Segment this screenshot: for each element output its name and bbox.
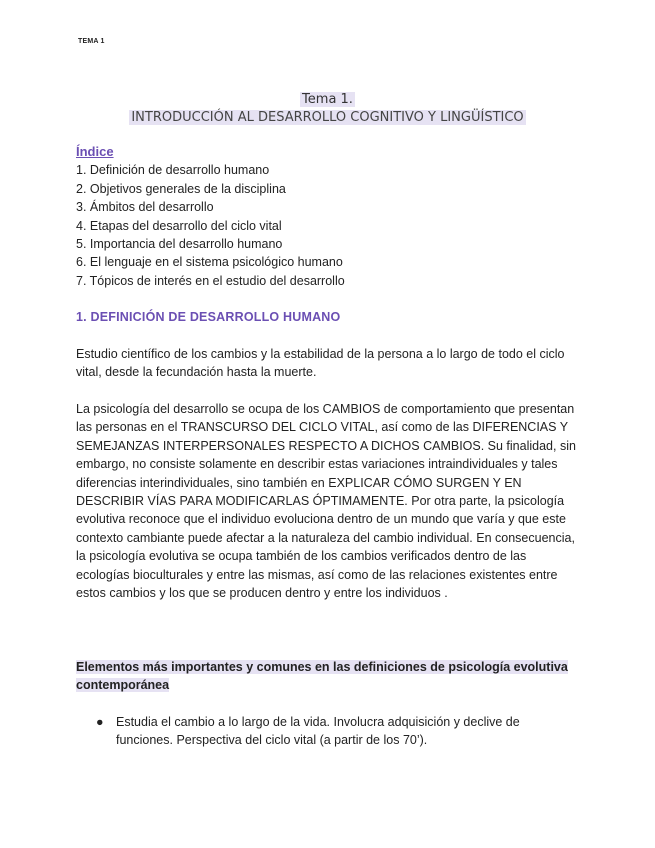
index-section — [76, 143, 345, 290]
index-heading: Índice — [76, 144, 114, 159]
definition-paragraph: Estudio científico de los cambios y la estabilidad de la persona a lo largo de todo el ciclo vital, desde la fecundación hasta la muerte. — [76, 347, 565, 380]
index-item: 6. El lenguaje en el sistema psicológico humano — [76, 255, 343, 270]
body-paragraph: La psicología del desarrollo se ocupa de los CAMBIOS de comportamiento que presentan las personas en el TRANSCURSO DEL CICLO VITAL, así como de las DIFERENCIAS Y SEMEJANZAS INTERPERSONALES RESPECTO A DICHOS CAMBIOS. Su finalidad, sin embargo, no consiste solamente en describir estas variaciones intraindividuales y tales diferencias interindividuales, sino también en EXPLICAR CÓMO SURGEN Y EN DESCRIBIR VÍAS PARA MODIFICARLAS ÓPTIMAMENTE. Por otra parte, la psicología evolutiva reconoce que el individuo evoluciona dentro de un mundo que varía y que este contexto cambiante puede afectar a la naturaleza del cambio individual. En consecuencia, la psicología evolutiva se ocupa también de los cambios verificados dentro de las ecologías bioculturales y entre las mismas, así como de las relaciones existentes entre estos cambios y los que se producen dentro y entre los individuos . — [76, 402, 576, 601]
section-heading: 1. DEFINICIÓN DE DESARROLLO HUMANO — [76, 310, 341, 324]
index-item: 1. Definición de desarrollo humano — [76, 163, 270, 178]
subheading — [76, 658, 581, 695]
index-item: 7. Tópicos de interés en el estudio del desarrollo — [76, 273, 345, 288]
title-line-1: Tema 1. — [302, 92, 353, 107]
index-item: 4. Etapas del desarrollo del ciclo vital — [76, 218, 282, 233]
document-title — [0, 90, 655, 126]
bullet-item — [96, 713, 576, 750]
bullet-icon: ● — [96, 715, 104, 729]
page-header-label: TEMA 1 — [78, 38, 105, 45]
bullet-text: Estudia el cambio a lo largo de la vida. Involucra adquisición y declive de funciones. Perspectiva del ciclo vital (a partir de los 70’). — [116, 715, 520, 748]
index-item: 5. Importancia del desarrollo humano — [76, 237, 283, 252]
subheading-text: Elementos más importantes y comunes en las definiciones de psicología evolutiva contemporánea — [76, 660, 568, 693]
index-item: 3. Ámbitos del desarrollo — [76, 200, 214, 215]
index-item: 2. Objetivos generales de la disciplina — [76, 181, 286, 196]
title-line-2: INTRODUCCIÓN AL DESARROLLO COGNITIVO Y LINGÜÍSTICO — [131, 110, 524, 125]
